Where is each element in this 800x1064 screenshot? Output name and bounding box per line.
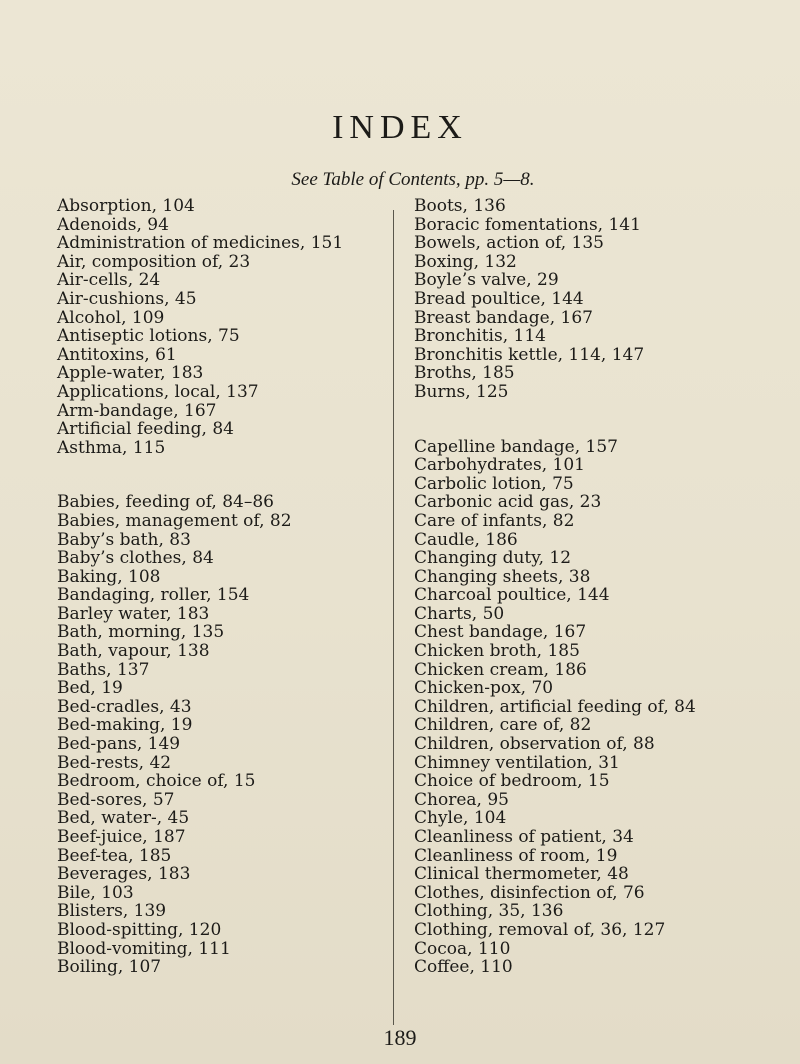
index-entry: Chest bandage, 167 xyxy=(414,622,587,643)
index-entry: Bed-rests, 42 xyxy=(57,752,172,773)
index-entry: Barley water, 183 xyxy=(57,603,210,624)
index-entry: Clothing, 35, 136 xyxy=(414,901,564,922)
index-entry: Children, artificial feeding of, 84 xyxy=(414,696,696,717)
index-entry: Boots, 136 xyxy=(414,196,506,216)
index-entry: Antitoxins, 61 xyxy=(57,344,177,365)
index-entry: Beverages, 183 xyxy=(57,864,191,885)
page-subtitle: See Table of Contents, pp. 5—8. xyxy=(291,169,535,190)
index-entry: Bandaging, roller, 154 xyxy=(57,585,250,606)
index-entry: Chorea, 95 xyxy=(414,789,509,810)
index-entry: Charcoal poultice, 144 xyxy=(414,585,610,606)
index-entry: Air, composition of, 23 xyxy=(57,251,251,272)
index-entry: Babies, feeding of, 84–86 xyxy=(57,492,274,513)
index-entry: Blood-vomiting, 111 xyxy=(57,938,231,959)
index-entry: Bronchitis, 114 xyxy=(414,326,546,347)
index-entry: Changing sheets, 38 xyxy=(414,566,591,587)
index-entry: Bed-pans, 149 xyxy=(57,734,181,755)
index-entry: Beef-juice, 187 xyxy=(57,827,186,847)
index-entry: Chicken-pox, 70 xyxy=(414,678,554,699)
index-entry: Bed, 19 xyxy=(57,678,123,699)
index-entry: Absorption, 104 xyxy=(57,196,195,216)
index-entry: Bile, 103 xyxy=(57,882,134,903)
index-entry: Choice of bedroom, 15 xyxy=(414,771,610,792)
index-entry: Cocoa, 110 xyxy=(414,938,511,959)
index-entry: Air-cushions, 45 xyxy=(57,288,197,309)
index-entry: Bed-making, 19 xyxy=(57,715,193,736)
index-entry: Boiling, 107 xyxy=(57,957,162,978)
index-entry: Charts, 50 xyxy=(414,603,505,624)
index-entry: Bed-cradles, 43 xyxy=(57,696,192,717)
index-entry: Changing duty, 12 xyxy=(414,548,572,569)
index-entry: Blood-spitting, 120 xyxy=(57,919,222,940)
index-entry: Administration of medicines, 151 xyxy=(57,233,344,254)
index-entry: Carbonic acid gas, 23 xyxy=(414,492,602,513)
index-entry: Bed, water-, 45 xyxy=(57,808,190,829)
index-entry: Care of infants, 82 xyxy=(414,510,575,531)
group-spacer xyxy=(414,402,794,438)
index-entry: Antiseptic lotions, 75 xyxy=(57,326,240,347)
index-entry: Children, observation of, 88 xyxy=(414,734,655,755)
right-index-column xyxy=(414,197,794,977)
index-entry: Bath, morning, 135 xyxy=(57,622,225,643)
index-entry: Chicken cream, 186 xyxy=(414,659,587,680)
index-entry: Air-cells, 24 xyxy=(57,270,161,291)
index-entry: Cleanliness of room, 19 xyxy=(414,845,618,866)
index-entry: Applications, local, 137 xyxy=(57,381,259,402)
index-entry: Cleanliness of patient, 34 xyxy=(414,827,634,847)
index-entry: Baby’s bath, 83 xyxy=(57,529,191,550)
index-entry: Children, care of, 82 xyxy=(414,715,592,736)
index-entry: Artificial feeding, 84 xyxy=(57,419,234,440)
left-index-column xyxy=(57,197,383,977)
index-entry: Apple-water, 183 xyxy=(57,363,204,384)
index-entry: Asthma, 115 xyxy=(57,437,166,458)
index-entry: Bedroom, choice of, 15 xyxy=(57,771,256,792)
index-entry: Beef-tea, 185 xyxy=(57,845,172,866)
index-entry: Adenoids, 94 xyxy=(57,214,169,235)
index-entry: Boracic fomentations, 141 xyxy=(414,214,641,235)
index-entry: Caudle, 186 xyxy=(414,529,518,550)
index-entry: Bronchitis kettle, 114, 147 xyxy=(414,344,645,365)
index-entry: Burns, 125 xyxy=(414,381,509,402)
index-entry: Boyle’s valve, 29 xyxy=(414,270,559,291)
index-entry: Carbohydrates, 101 xyxy=(414,455,585,476)
column-divider xyxy=(393,210,394,1025)
group-spacer xyxy=(57,457,383,493)
page-title: INDEX xyxy=(332,109,468,146)
index-entry: Bowels, action of, 135 xyxy=(414,233,604,254)
index-entry: Breast bandage, 167 xyxy=(414,307,593,328)
index-entry: Coffee, 110 xyxy=(414,957,513,978)
index-entry: Arm-bandage, 167 xyxy=(57,400,217,421)
index-entry: Clothes, disinfection of, 76 xyxy=(414,882,645,903)
index-entry: Clothing, removal of, 36, 127 xyxy=(414,919,666,940)
index-entry: Baths, 137 xyxy=(57,659,150,680)
index-entry: Baking, 108 xyxy=(57,566,161,587)
index-entry: Blisters, 139 xyxy=(57,901,167,922)
page-number: 189 xyxy=(383,1025,417,1050)
index-entry: Chyle, 104 xyxy=(414,808,507,829)
index-entry: Baby’s clothes, 84 xyxy=(57,548,214,569)
index-entry: Clinical thermometer, 48 xyxy=(414,864,629,885)
index-entry: Bath, vapour, 138 xyxy=(57,641,210,662)
index-entry: Boxing, 132 xyxy=(414,251,517,272)
index-entry: Alcohol, 109 xyxy=(57,307,165,328)
index-entry: Bed-sores, 57 xyxy=(57,789,175,810)
index-entry: Carbolic lotion, 75 xyxy=(414,473,574,494)
index-entry: Bread poultice, 144 xyxy=(414,288,584,309)
index-entry: Broths, 185 xyxy=(414,363,515,384)
index-entry: Babies, management of, 82 xyxy=(57,510,292,531)
index-entry: Chicken broth, 185 xyxy=(414,641,580,662)
index-entry: Capelline bandage, 157 xyxy=(414,436,618,457)
index-entry: Chimney ventilation, 31 xyxy=(414,752,620,773)
